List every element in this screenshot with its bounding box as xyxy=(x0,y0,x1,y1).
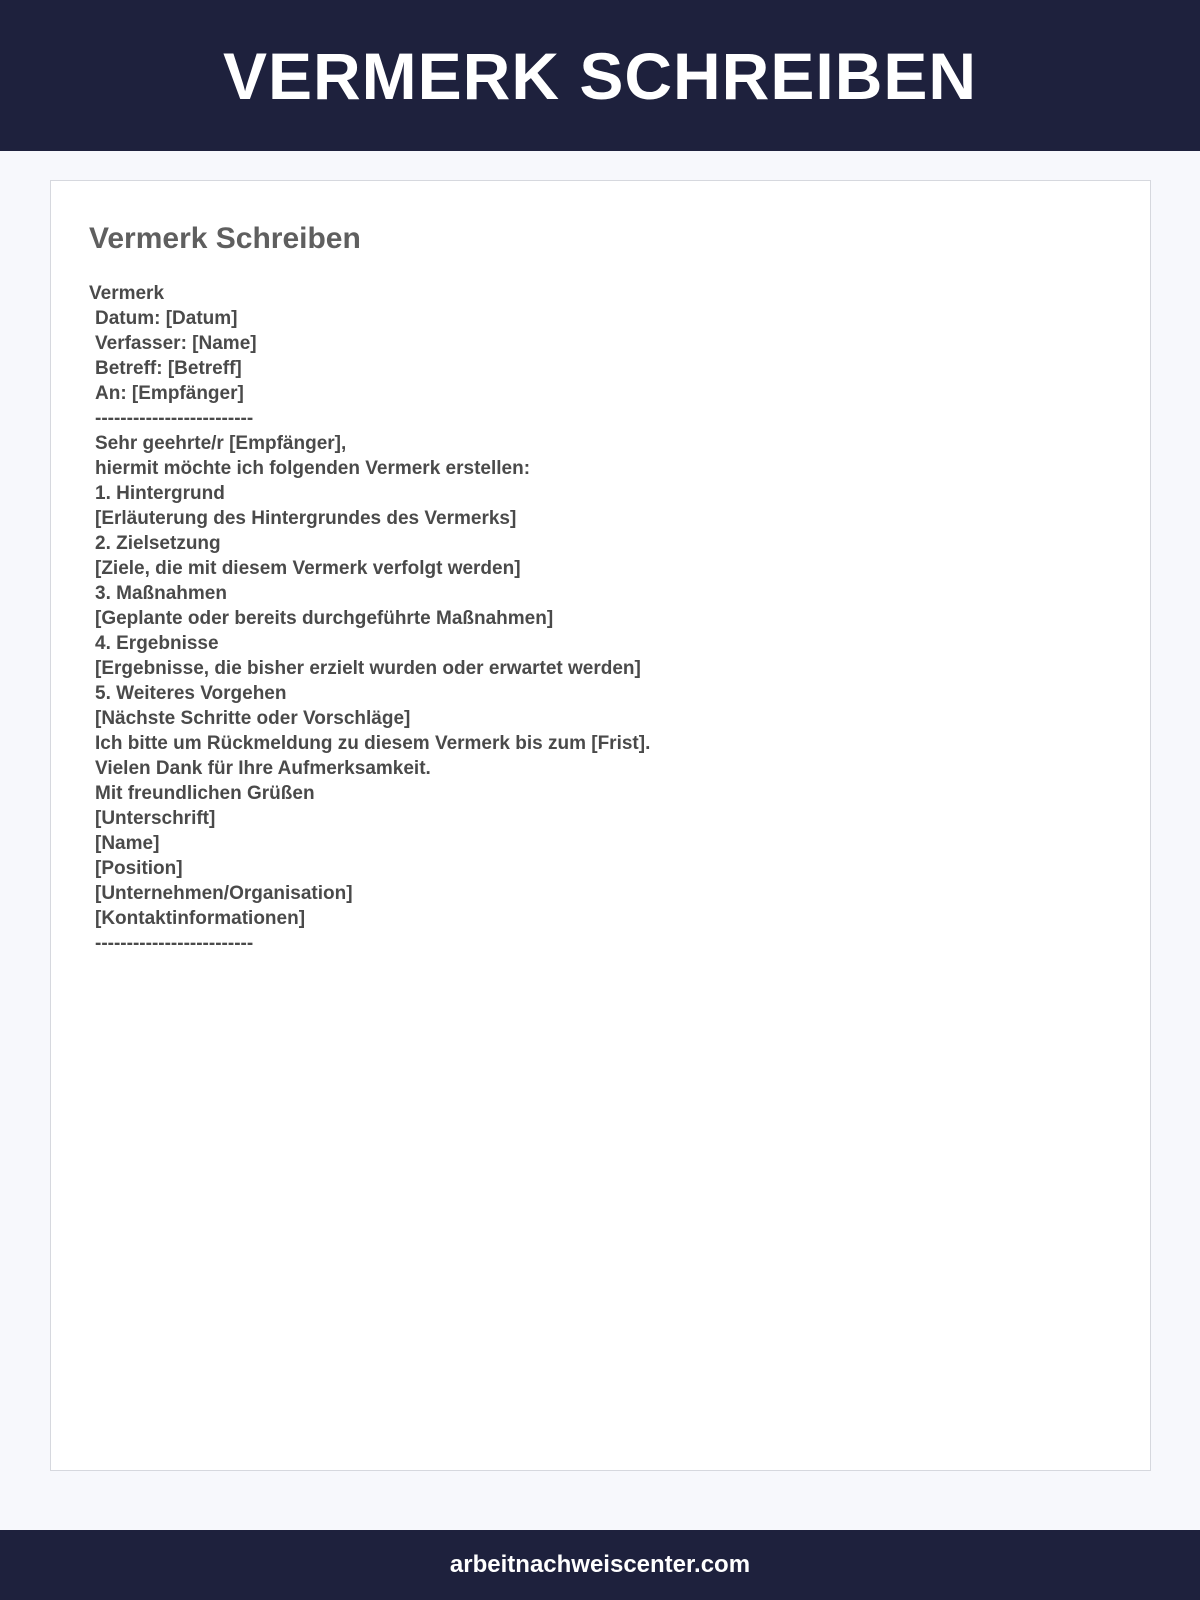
site-link[interactable]: arbeitnachweiscenter.com xyxy=(449,1551,751,1578)
document-card xyxy=(50,180,1151,1471)
document-line: Mit freundlichen Grüßen xyxy=(95,783,315,804)
document-line: 1. Hintergrund xyxy=(95,483,225,504)
document-line: An: [Empfänger] xyxy=(95,383,244,404)
document-line: [Erläuterung des Hintergrundes des Vermerks] xyxy=(95,508,517,529)
page-title: VERMERK SCHREIBEN xyxy=(222,38,978,113)
document-line: Betreff: [Betreff] xyxy=(95,358,242,379)
document-line: [Ziele, die mit diesem Vermerk verfolgt werden] xyxy=(95,558,521,579)
document-line: Vermerk xyxy=(89,283,165,304)
document-title: Vermerk Schreiben xyxy=(89,222,361,255)
document-line: Sehr geehrte/r [Empfänger], xyxy=(95,433,347,454)
document-line: Ich bitte um Rückmeldung zu diesem Vermerk bis zum [Frist]. xyxy=(95,733,651,754)
document-line: [Ergebnisse, die bisher erzielt wurden oder erwartet werden] xyxy=(95,658,641,679)
document-line: 4. Ergebnisse xyxy=(95,633,219,654)
document-line: [Name] xyxy=(95,833,160,854)
document-line: 5. Weiteres Vorgehen xyxy=(95,683,287,704)
document-line: Datum: [Datum] xyxy=(95,308,238,329)
document-line: ------------------------- xyxy=(95,933,254,954)
page-header xyxy=(0,0,1200,151)
document-line: [Position] xyxy=(95,858,183,879)
page-footer xyxy=(0,1530,1200,1600)
document-line: Verfasser: [Name] xyxy=(95,333,257,354)
document-line: [Geplante oder bereits durchgeführte Maßnahmen] xyxy=(95,608,554,629)
document-line: Vielen Dank für Ihre Aufmerksamkeit. xyxy=(95,758,431,779)
document-line: hiermit möchte ich folgenden Vermerk erstellen: xyxy=(95,458,531,479)
document-body xyxy=(89,281,1112,956)
document-line: 2. Zielsetzung xyxy=(95,533,221,554)
document-line: [Kontaktinformationen] xyxy=(95,908,306,929)
document-line: [Unterschrift] xyxy=(95,808,216,829)
document-line: [Unternehmen/Organisation] xyxy=(95,883,353,904)
document-line: 3. Maßnahmen xyxy=(95,583,227,604)
document-line: [Nächste Schritte oder Vorschläge] xyxy=(95,708,411,729)
document-line: ------------------------- xyxy=(95,408,254,429)
